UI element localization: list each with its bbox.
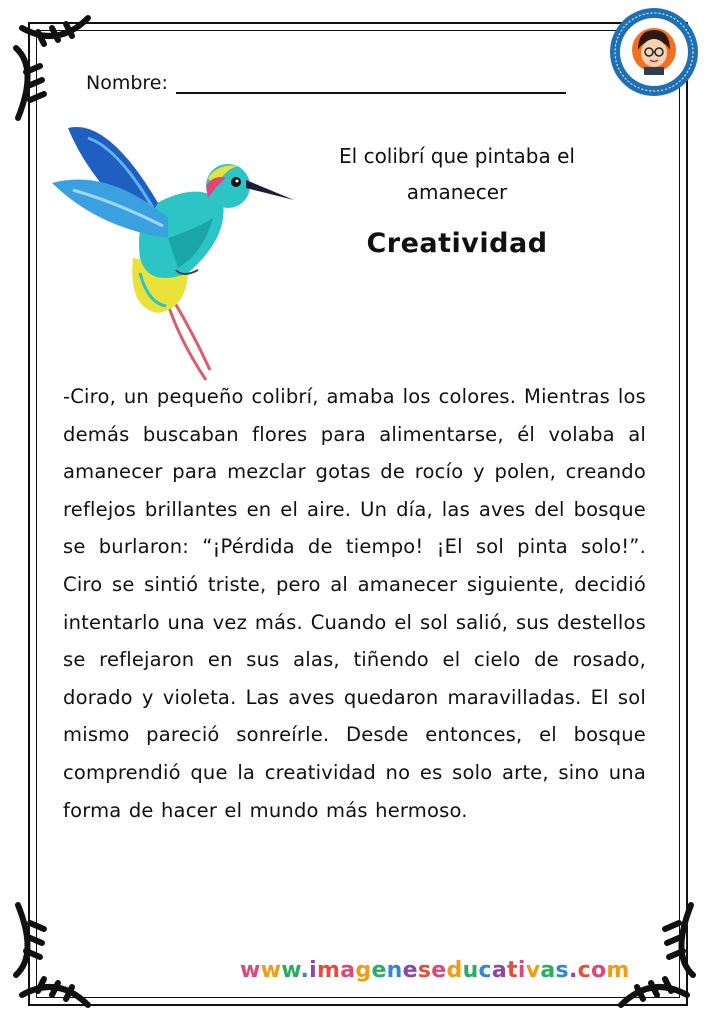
url-letter: a	[491, 958, 508, 983]
story-title: El colibrí que pintaba el amanecer	[339, 144, 575, 204]
corner-ornament-bottom-left	[8, 895, 128, 1015]
url-letter: n	[386, 958, 403, 983]
name-label: Nombre:	[86, 72, 168, 94]
url-letter: .	[568, 958, 578, 983]
url-letter: u	[462, 958, 479, 983]
url-letter: c	[478, 958, 492, 983]
url-letter: e	[431, 958, 447, 983]
url-letter: m	[316, 958, 341, 983]
teacher-avatar-icon	[608, 6, 700, 98]
url-letter: i	[309, 958, 317, 983]
url-letter: e	[402, 958, 418, 983]
url-letter: s	[417, 958, 432, 983]
url-letter: i	[517, 958, 526, 983]
url-letter: e	[371, 958, 387, 983]
name-input-line[interactable]	[176, 70, 566, 94]
url-letter: s	[555, 958, 569, 983]
name-field[interactable]	[86, 58, 566, 94]
url-letter: w	[260, 958, 282, 983]
url-letter: o	[590, 958, 607, 983]
story-text: -Ciro, un pequeño colibrí, amaba los colores. Mientras los demás buscaban flores para alimentarse, él volaba al amanecer para mezclar gotas de rocío y polen, creando reflejos brillantes en el aire. Un día, las aves del bosque se burlaron: “¡Pérdida de tiempo! ¡El sol pinta solo!”. Ciro se sintió triste, pero al amanecer siguiente, decidió intentarlo una vez más. Cuando el sol salió, sus destellos se reflejaron en sus alas, tiñendo el cielo de rosado, dorado y violeta. Las aves quedaron maravilladas. El sol mismo pareció sonreírle. Desde entonces, el bosque comprendió que la creatividad no es solo arte, sino una forma de hacer el mundo más hermoso.	[63, 385, 646, 822]
url-letter: a	[340, 958, 356, 983]
url-letter: .	[300, 958, 310, 983]
url-letter: w	[240, 958, 261, 983]
theme-heading: Creatividad	[366, 228, 548, 259]
url-letter: c	[577, 958, 591, 983]
url-letter: g	[355, 958, 372, 983]
url-letter: v	[525, 958, 541, 983]
url-letter: m	[606, 958, 630, 983]
corner-ornament-bottom-right	[581, 895, 701, 1015]
url-letter: a	[540, 958, 556, 983]
hummingbird-icon	[48, 108, 298, 388]
url-letter: t	[507, 958, 518, 983]
website-url[interactable]	[240, 958, 630, 983]
url-letter: d	[446, 958, 463, 983]
url-letter: w	[281, 958, 301, 983]
